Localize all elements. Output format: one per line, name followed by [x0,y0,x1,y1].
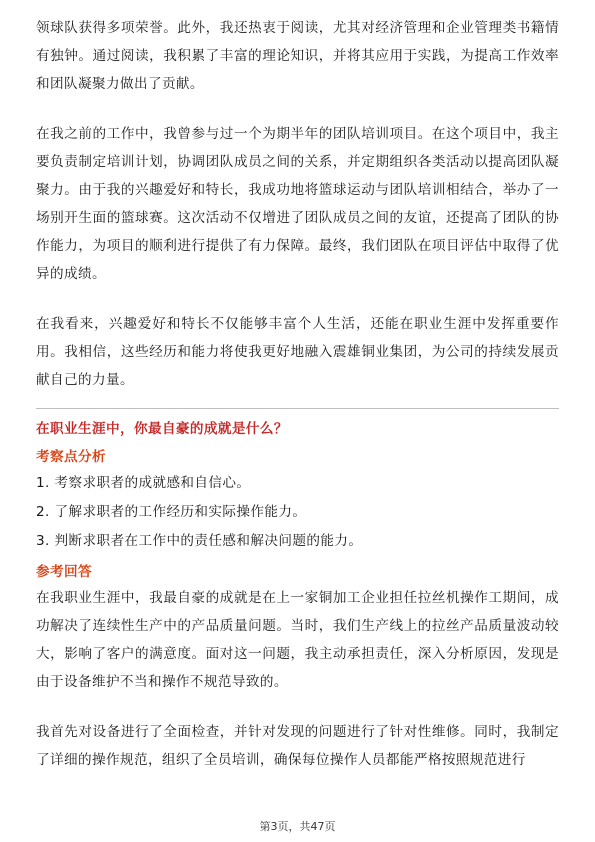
page-content [36,14,559,774]
answer-heading: 参考回答 [36,564,92,580]
body-paragraph: 在我之前的工作中，我曾参与过一个为期半年的团队培训项目。在这个项目中，我主要负责制定培训计划，协调团队成员之间的关系，并定期组织各类活动以提高团队凝聚力。由于我的兴趣爱好和特长，我成功地将篮球运动与团队培训相结合，举办了一场别开生面的篮球赛。这次活动不仅增进了团队成员之间的友谊，还提高了团队的协作能力，为项目的顺利进行提供了有力保障。最终，我们团队在项目评估中取得了优异的成绩。 [36,126,559,282]
paragraph-gap [36,696,559,718]
section-divider [36,408,559,409]
body-paragraph: 领球队获得多项荣誉。此外，我还热衷于阅读，尤其对经济管理和企业管理类书籍情有独钟。通过阅读，我积累了丰富的理论知识，并将其应用于实践，为提高工作效率和团队凝聚力做出了贡献。 [36,20,559,92]
analysis-point: 3. 判断求职者在工作中的责任感和解决问题的能力。 [36,533,363,549]
answer-paragraph: 我首先对设备进行了全面检查，并针对发现的问题进行了针对性维修。同时，我制定了详细的操作规范，组织了全员培训，确保每位操作人员都能严格按照规范进行 [36,724,559,768]
analysis-list [36,469,559,556]
answer-paragraph: 在我职业生涯中，我最自豪的成就是在上一家铜加工企业担任拉丝机操作工期间，成功解决了连续性生产中的产品质量问题。当时，我们生产线上的拉丝产品质量波动较大，影响了客户的满意度。面对这一问题，我主动承担责任，深入分析原因，发现是由于设备维护不当和操作不规范导致的。 [36,590,559,690]
paragraph-gap [36,98,559,120]
interview-question: 在职业生涯中，你最自豪的成就是什么？ [36,421,288,437]
analysis-point: 2. 了解求职者的工作经历和实际操作能力。 [36,504,307,520]
body-paragraph: 在我看来，兴趣爱好和特长不仅能够丰富个人生活，还能在职业生涯中发挥重要作用。我相信，这些经历和能力将使我更好地融入震雄铜业集团，为公司的持续发展贡献自己的力量。 [36,316,559,388]
analysis-point: 1. 考察求职者的成就感和自信心。 [36,475,251,491]
paragraph-gap [36,288,559,310]
page-number-footer: 第3页，共47页 [259,820,336,833]
analysis-heading: 考察点分析 [36,449,106,465]
